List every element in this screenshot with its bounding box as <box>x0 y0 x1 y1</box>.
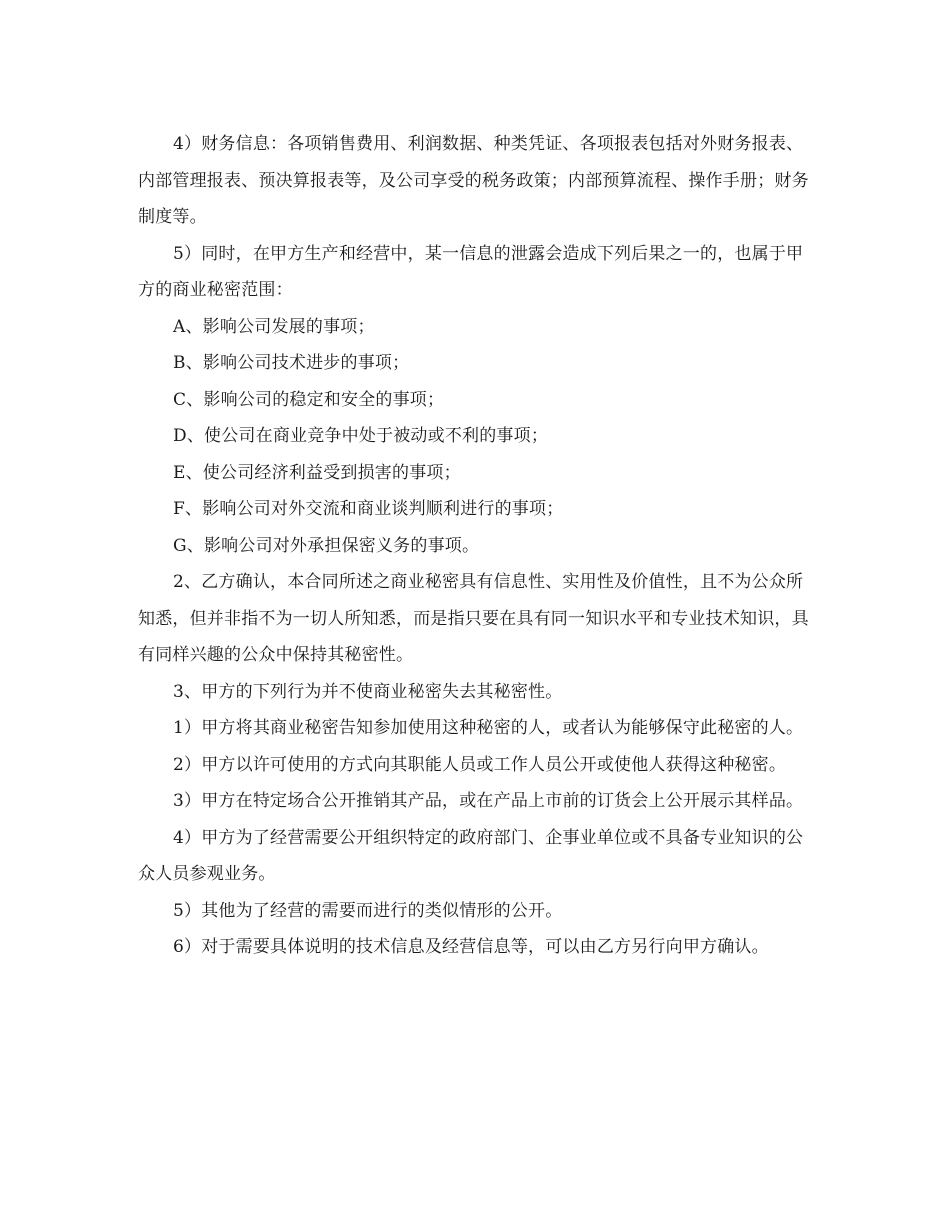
list-item-b: B、影响公司技术进步的事项； <box>173 353 410 373</box>
list-item-g: G、影响公司对外承担保密义务的事项。 <box>173 535 480 556</box>
list-item-f: F、影响公司对外交流和商业谈判顺利进行的事项； <box>173 499 564 519</box>
list-item-e: E、使公司经济利益受到损害的事项； <box>173 462 461 483</box>
paragraph-non-loss-acts: 3、甲方的下列行为并不使商业秘密失去其秘密性。 <box>173 681 563 702</box>
paragraph-act-3: 3）甲方在特定场合公开推销其产品，或在产品上市前的订货会上公开展示其样品。 <box>173 791 804 811</box>
paragraph-act-2: 2）甲方以许可使用的方式向其职能人员或工作人员公开或使他人获得这种秘密。 <box>173 754 787 775</box>
paragraph-financial-info: 4）财务信息：各项销售费用、利润数据、种类凭证、各项报表包括对外财务报表、内部管理报表、预决算报表等，及公司享受的税务政策；内部预算流程、操作手册；财务制度等。 <box>138 134 809 227</box>
document-body <box>138 126 818 966</box>
paragraph-act-6: 6）对于需要具体说明的技术信息及经营信息等，可以由乙方另行向甲方确认。 <box>173 937 769 957</box>
paragraph-secret-scope: 5）同时，在甲方生产和经营中，某一信息的泄露会造成下列后果之一的，也属于甲方的商业秘密范围： <box>138 243 804 300</box>
paragraph-confirmation: 2、乙方确认，本合同所述之商业秘密具有信息性、实用性及价值性，且不为公众所知悉，但并非指不为一切人所知悉，而是指只要在具有同一知识水平和专业技术知识，具有同样兴趣的公众中保持其秘密性。 <box>138 572 809 665</box>
list-item-d: D、使公司在商业竞争中处于被动或不利的事项； <box>173 426 549 446</box>
paragraph-act-4: 4）甲方为了经营需要公开组织特定的政府部门、企事业单位或不具备专业知识的公众人员参观业务。 <box>138 827 804 884</box>
paragraph-act-1: 1）甲方将其商业秘密告知参加使用这种秘密的人，或者认为能够保守此秘密的人。 <box>173 718 804 738</box>
list-item-a: A、影响公司发展的事项； <box>173 316 375 337</box>
paragraph-act-5: 5）其他为了经营的需要而进行的类似情形的公开。 <box>173 900 563 921</box>
list-item-c: C、影响公司的稳定和安全的事项； <box>173 389 445 410</box>
